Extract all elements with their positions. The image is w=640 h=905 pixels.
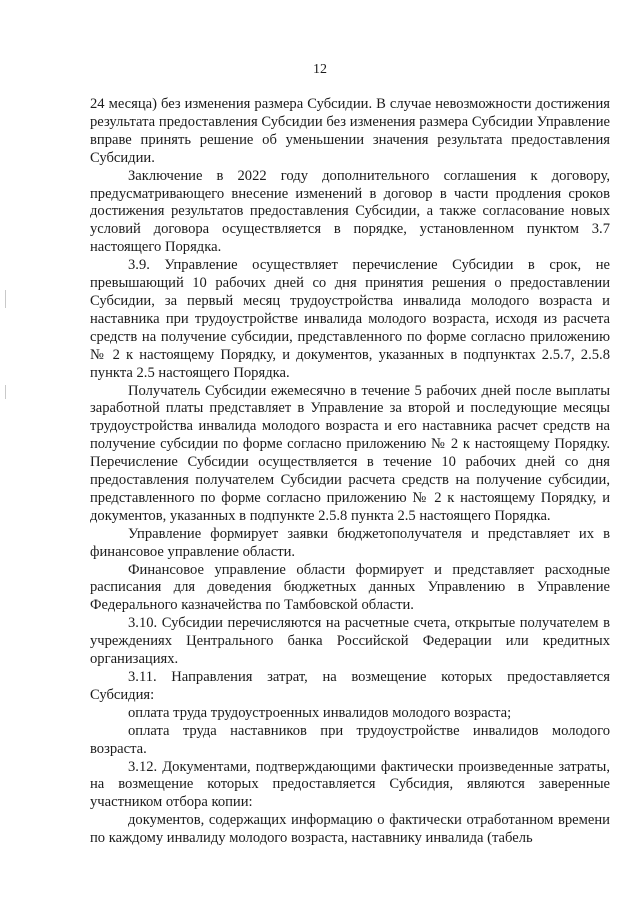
document-body [90,96,610,848]
paragraph: 3.9. Управление осуществляет перечисление Субсидии в срок, не превышающий 10 рабочих дней со дня принятия решения о предоставлении Субсидии, за первый месяц трудоустройства инвалида молодого возраста и наставника при трудоустройстве инвалида молодого возраста, исходя из расчета средств на получение субсидии, представленного по форме согласно приложению № 2 к настоящему Порядку, и документов, указанных в подпунктах 2.5.7, 2.5.8 пункта 2.5 настоящего Порядка. [90,257,610,381]
paragraph: Заключение в 2022 году дополнительного соглашения к договору, предусматривающего внесение изменений в договор в части продления сроков достижения результатов предоставления Субсидии, а также согласование новых условий договора осуществляется в порядке, установленном пунктом 3.7 настоящего Порядка. [90,167,610,256]
paragraph: документов, содержащих информацию о фактически отработанном времени по каждому инвалиду молодого возраста, наставнику инвалида (табель [90,812,610,847]
scan-margin-mark [5,385,6,399]
paragraph: 3.11. Направления затрат, на возмещение которых предоставляется Субсидия: [90,669,610,703]
paragraph: 24 месяца) без изменения размера Субсидии. В случае невозможности достижения результата предоставления Субсидии без изменения размера Субсидии Управление вправе принять решение об уменьшении значения результата предоставления Субсидии. [90,96,610,166]
scan-margin-mark [5,290,6,308]
paragraph: Получатель Субсидии ежемесячно в течение 5 рабочих дней после выплаты заработной платы представляет в Управление за второй и последующие месяцы трудоустройства инвалида молодого возраста и его наставника расчет средств на получение субсидии по форме согласно приложению № 2 к настоящему Порядку. Перечисление Субсидии осуществляется в течение 10 рабочих дней со дня предоставления получателем Субсидии расчета средств на получение субсидии, представленного по форме согласно приложению № 2 к настоящему Порядку, и документов, указанных в подпункте 2.5.8 пункта 2.5 настоящего Порядка. [90,382,610,524]
paragraph: оплата труда наставников при трудоустройстве инвалидов молодого возраста. [90,722,610,757]
paragraph: оплата труда трудоустроенных инвалидов молодого возраста; [128,704,512,721]
paragraph: Управление формирует заявки бюджетополучателя и представляет их в финансовое управление области. [90,525,610,560]
paragraph: 3.10. Субсидии перечисляются на расчетные счета, открытые получателем в учреждениях Центрального банка Российской Федерации или кредитных организациях. [90,615,610,668]
paragraph: 3.12. Документами, подтверждающими фактически произведенные затраты, на возмещение которых предоставляется Субсидия, являются заверенные участником отбора копии: [90,758,610,811]
page-number: 12 [313,62,327,77]
paragraph: Финансовое управление области формирует и представляет расходные расписания для доведения бюджетных данных Управлению в Управление Федерального казначейства по Тамбовской области. [90,561,610,614]
